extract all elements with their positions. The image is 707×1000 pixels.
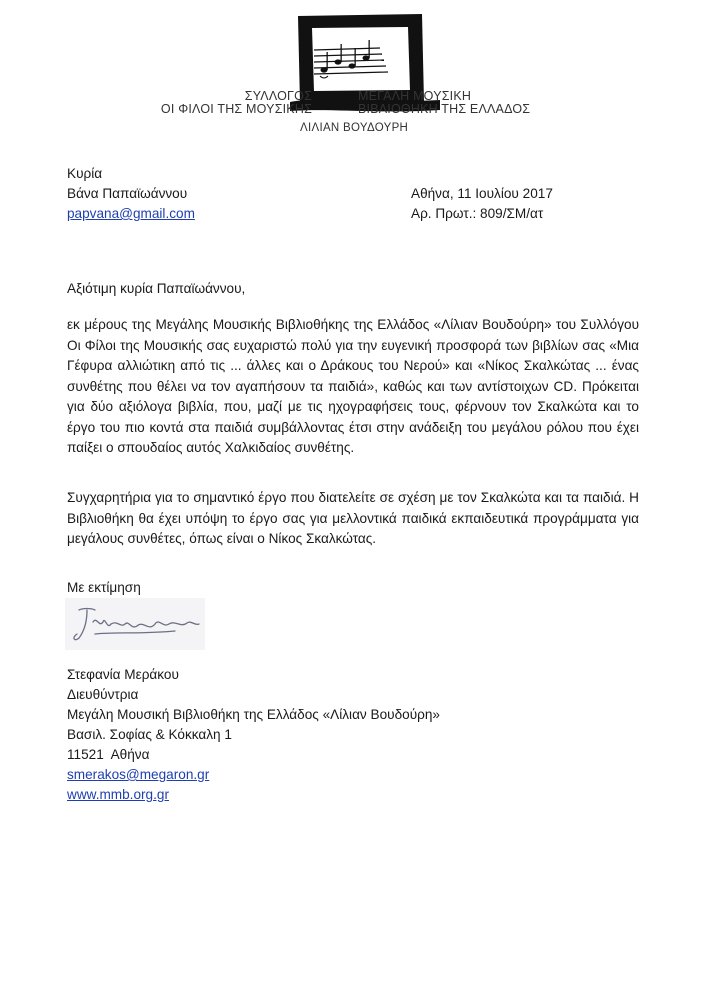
letterhead-left-text xyxy=(161,90,312,116)
body-paragraph-2: Συγχαρητήρια για το σημαντικό έργο που διατελείτε σε σχέση με τον Σκαλκώτα και τα παιδιά. Η Βιβλιοθήκη θα έχει υπόψη το έργο σας για μελλοντικά παιδικά εκπαιδευτικά προγράμματα για μεγάλους συνθέτες, όπως είναι ο Νίκος Σκαλκώτας. xyxy=(67,490,639,546)
letterhead-left-line2: ΟΙ ΦΙΛΟΙ ΤΗΣ ΜΟΥΣΙΚΗΣ xyxy=(160,102,312,116)
letterhead xyxy=(140,10,580,134)
closing: Με εκτίμηση xyxy=(67,580,141,595)
place-date: Αθήνα, 11 Ιουλίου 2017 xyxy=(411,186,553,201)
recipient-name: Βάνα Παπαϊωάννου xyxy=(67,186,188,201)
sender-role: Διευθύντρια xyxy=(67,687,139,702)
salutation: Αξιότιμη κυρία Παπαϊωάννου, xyxy=(67,281,246,296)
handwritten-signature xyxy=(65,598,205,650)
sender-website-link[interactable]: www.mmb.org.gr xyxy=(67,787,169,802)
sender-name: Στεφανία Μεράκου xyxy=(67,667,179,682)
sender-organization: Μεγάλη Μουσική Βιβλιοθήκη της Ελλάδος «Λίλιαν Βουδούρη» xyxy=(67,707,440,722)
protocol-number: Αρ. Πρωτ.: 809/ΣΜ/ατ xyxy=(411,206,544,221)
recipient-title: Κυρία xyxy=(67,166,103,181)
sender-address: Βασιλ. Σοφίας & Κόκκαλη 1 xyxy=(67,727,232,742)
letterhead-left-line1: ΣΥΛΛΟΓΟΣ xyxy=(244,89,312,103)
letterhead-right-text xyxy=(358,90,530,116)
letterhead-bottom-text: ΛΙΛΙΑΝ ΒΟΥΔΟΥΡΗ xyxy=(300,122,409,134)
letterhead-right-line2: ΒΙΒΛΙΟΘΗΚΗ ΤΗΣ ΕΛΛΑΔΟΣ xyxy=(358,102,531,116)
sender-email-link[interactable]: smerakos@megaron.gr xyxy=(67,767,210,782)
letterhead-right-line1: ΜΕΓΑΛΗ ΜΟΥΣΙΚΗ xyxy=(358,89,472,103)
recipient-email-link[interactable]: papvana@gmail.com xyxy=(67,206,195,221)
sender-city: 11521 Αθήνα xyxy=(67,747,150,762)
body-paragraph-1: εκ μέρους της Μεγάλης Μουσικής Βιβλιοθήκης της Ελλάδος «Λίλιαν Βουδούρη» του Συλλόγου Οι Φίλοι της Μουσικής σας ευχαριστώ πολύ για την ευγενική προσφορά των βιβλίων σας «Μια Γέφυρα αλλιώτικη από τις ... άλλες και ο Δράκους του Νερού» και «Νίκος Σκαλκώτας ... ένας συνθέτης που θέλει να τον αγαπήσουν τα παιδιά», καθώς και των αντίστοιχων CD. Πρόκειται για δύο αξιόλογα βιβλία, που, μαζί με τις ηχογραφήσεις τους, φέρνουν τον Σκαλκώτα και το έργο του πιο κοντά στα παιδιά συμβάλλοντας έτσι στην ανάδειξη του μεγάλου ρόλου που έχει παίξει ο σπουδαίος αυτός Χαλκιδαίος συνθέτης. xyxy=(67,317,639,455)
